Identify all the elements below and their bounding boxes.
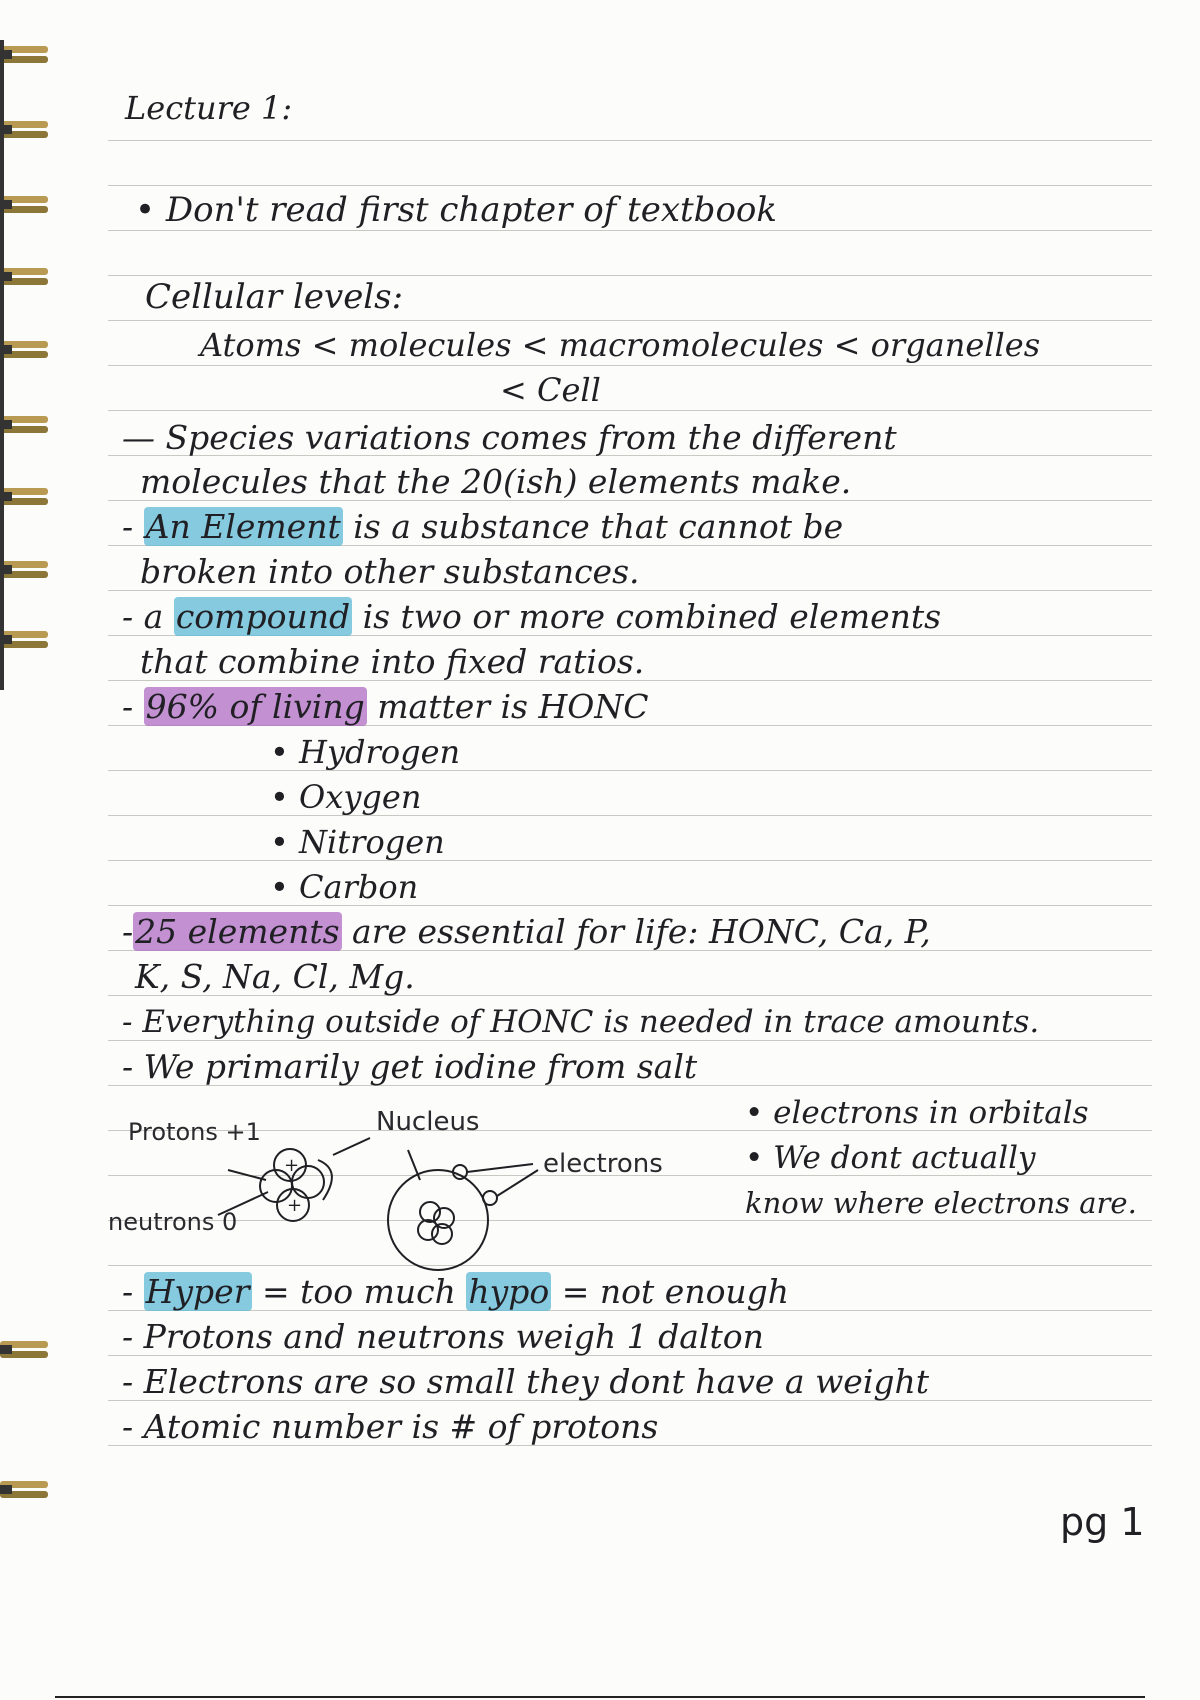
text-segment: = not enough — [551, 1272, 790, 1311]
binding-ring — [0, 40, 52, 70]
text-segment: matter is HONC — [366, 687, 649, 726]
text-segment: = too much — [251, 1272, 467, 1311]
note-line: • Don't read first chapter of textbook — [135, 190, 777, 230]
binding-ring — [0, 115, 52, 145]
binding-ring — [0, 555, 52, 585]
nucleus-label: Nucleus — [376, 1107, 480, 1137]
text-segment: is two or more combined elements — [352, 597, 942, 636]
text-segment: is a substance that cannot be — [342, 507, 844, 546]
note-line: - Electrons are so small they dont have a weight — [122, 1362, 930, 1401]
note-line: molecules that the 20(ish) elements make. — [140, 462, 852, 501]
side-note: • We dont actually — [745, 1140, 1036, 1176]
note-line — [122, 687, 648, 727]
note-line: - Protons and neutrons weigh 1 dalton — [122, 1317, 764, 1356]
note-line — [122, 912, 931, 952]
binding-ring — [0, 335, 52, 365]
text-segment: - a — [122, 597, 174, 636]
highlight-term: Hyper — [145, 1272, 250, 1311]
bullet-item: • Oxygen — [270, 778, 422, 816]
electrons-label: electrons — [543, 1149, 663, 1179]
note-line: that combine into fixed ratios. — [140, 642, 645, 681]
note-line: Cellular levels: — [145, 277, 404, 317]
note-line: K, S, Na, Cl, Mg. — [135, 957, 415, 996]
page-number: pg 1 — [1060, 1500, 1145, 1544]
bullet-item: • Hydrogen — [270, 733, 461, 771]
highlight-term: hypo — [468, 1272, 550, 1311]
note-line: — Species variations comes from the different — [122, 418, 897, 457]
side-note: know where electrons are. — [745, 1186, 1137, 1220]
atom-diagram — [108, 1100, 728, 1280]
binding-ring — [0, 190, 52, 220]
binding-ring — [0, 262, 52, 292]
svg-text:+: + — [287, 1195, 303, 1216]
highlight-term: 96% of living — [145, 687, 365, 726]
neutrons-label: neutrons 0 — [108, 1208, 238, 1236]
note-line — [122, 597, 941, 637]
protons-label: Protons +1 — [128, 1118, 261, 1146]
nucleus-drawing — [218, 1138, 370, 1221]
binding-ring — [0, 482, 52, 512]
bottom-edge — [55, 1696, 1145, 1698]
side-note: • electrons in orbitals — [745, 1095, 1089, 1131]
note-line: < Cell — [500, 371, 601, 409]
note-line: - We primarily get iodine from salt — [122, 1047, 698, 1086]
text-segment: - — [122, 507, 144, 546]
note-line — [122, 1272, 789, 1312]
note-line: Atoms < molecules < macromolecules < organelles — [200, 326, 1041, 364]
bullet-item: • Nitrogen — [270, 823, 445, 861]
atom-drawing — [388, 1150, 538, 1270]
text-segment: - — [122, 1272, 144, 1311]
highlight-term: 25 elements — [135, 912, 340, 951]
highlight-term: An Element — [145, 507, 341, 546]
svg-text:+: + — [284, 1155, 300, 1176]
binding-ring — [0, 625, 52, 655]
text-segment: - — [122, 687, 144, 726]
page-title: Lecture 1: — [125, 89, 293, 127]
binding-ring — [0, 1475, 52, 1505]
binding-ring — [0, 1335, 52, 1365]
note-line: - Everything outside of HONC is needed in trace amounts. — [122, 1004, 1040, 1040]
text-segment: - — [122, 912, 134, 951]
binding-ring — [0, 410, 52, 440]
note-line: - Atomic number is # of protons — [122, 1407, 659, 1446]
text-segment: are essential for life: HONC, Ca, P, — [341, 912, 931, 951]
bullet-item: • Carbon — [270, 868, 419, 906]
note-line: broken into other substances. — [140, 552, 640, 591]
highlight-term: compound — [175, 597, 351, 636]
note-line — [122, 507, 843, 547]
